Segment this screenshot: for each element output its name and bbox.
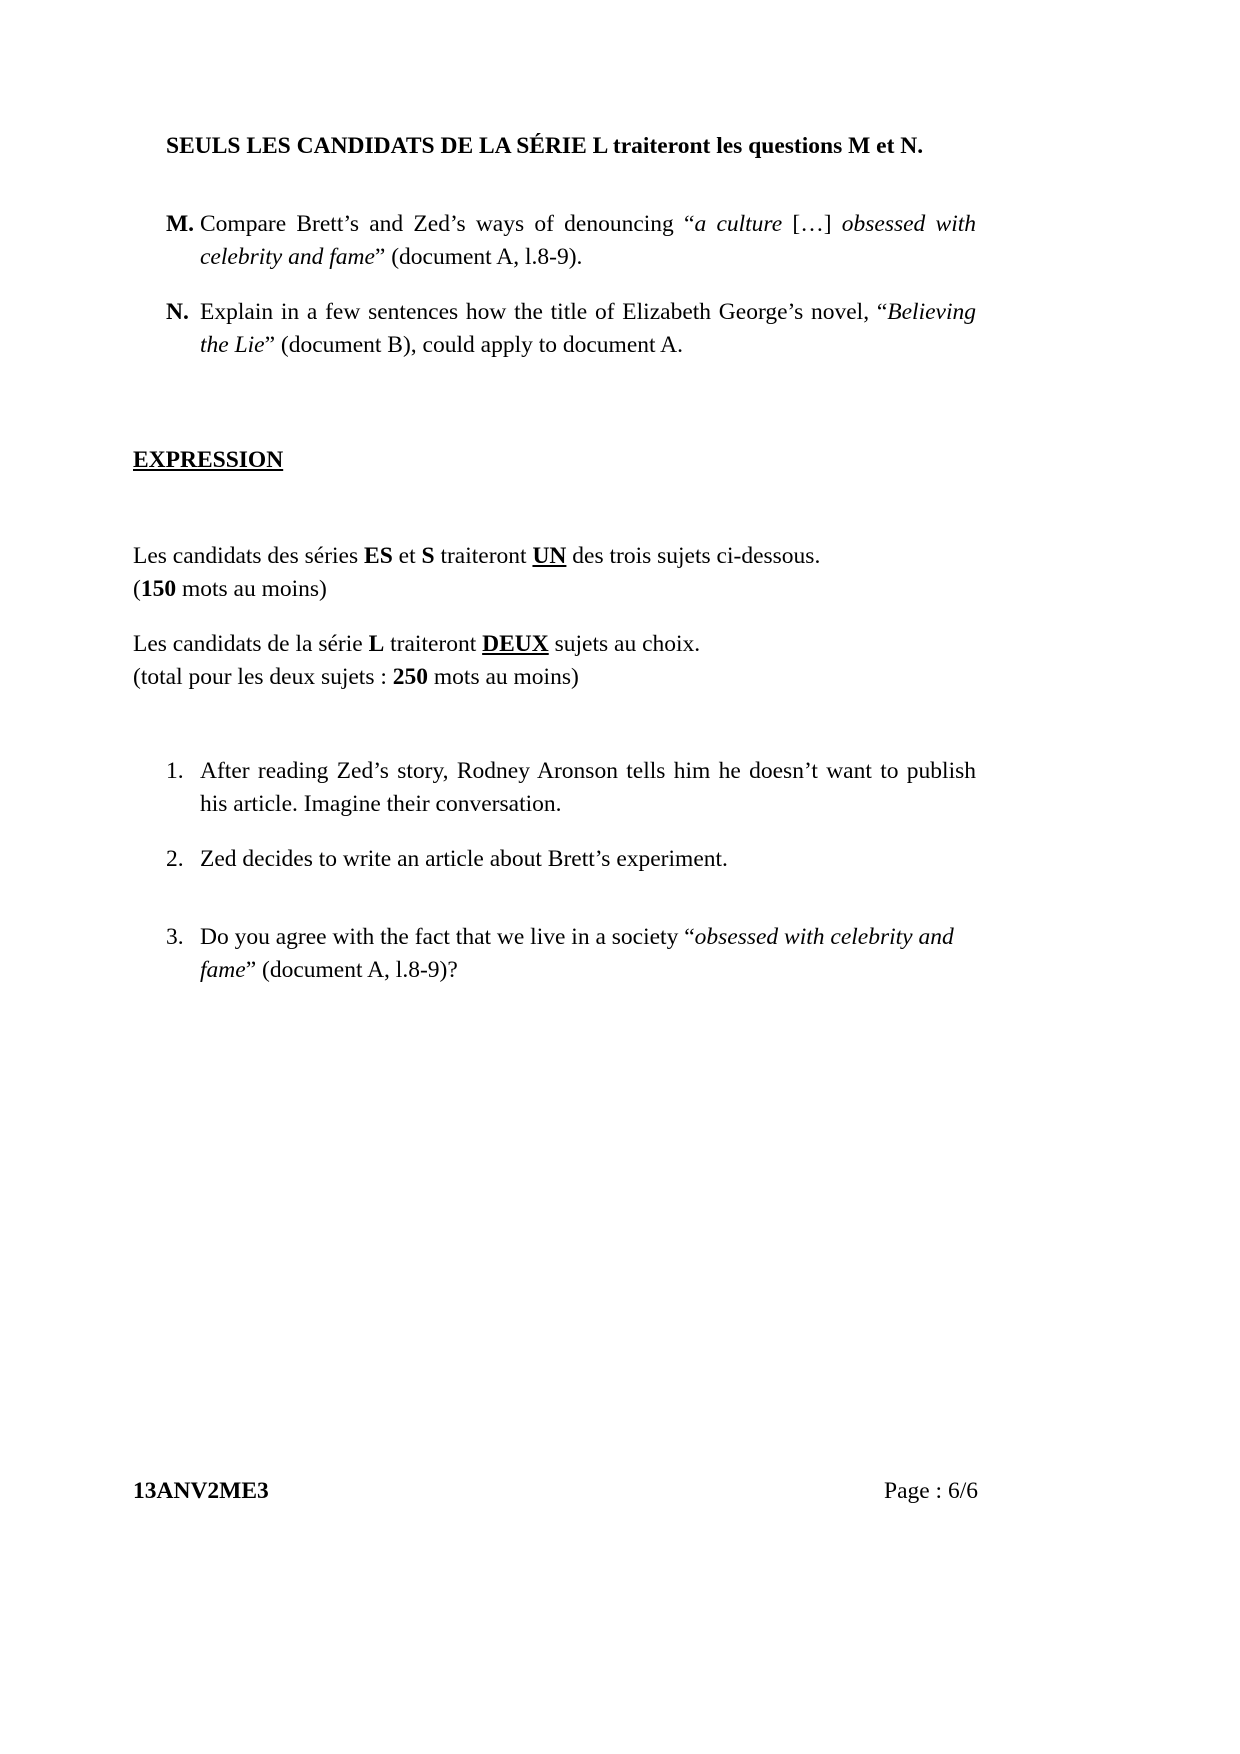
question-label-m: M. [166,211,195,237]
question-text-n: Explain in a few sentences how the title of Elizabeth George’s novel, “Believing the Lie” (document B), could apply to document A. [200,299,976,358]
instructions-l-wordcount: (total pour les deux sujets : 250 mots au moins) [133,664,579,690]
instructions-es-s [133,540,983,606]
series-l-heading-part1: SEULS LES CANDIDATS DE LA SÉRIE L [166,133,608,159]
footer-page-number: Page : 6/6 [884,1478,978,1504]
instructions-es-s-wordcount: (150 mots au moins) [133,576,327,602]
subject-text-3: Do you agree with the fact that we live in a society “obsessed with celebrity and fame” (document A, l.8-9)? [200,924,954,983]
subject-number-2: 2. [166,846,184,872]
expression-heading: EXPRESSION [133,447,284,473]
subject-number-1: 1. [166,758,184,784]
subject-number-3: 3. [166,924,184,950]
series-l-heading-part2: traiteront les questions M et N. [607,133,924,159]
series-l-heading [166,130,1066,163]
instructions-es-s-line: Les candidats des séries ES et S traiteront UN des trois sujets ci-dessous. [133,543,821,569]
footer-code: 13ANV2ME3 [133,1478,269,1504]
question-text-m: Compare Brett’s and Zed’s ways of denouncing “a culture […] obsessed with celebrity and fame” (document A, l.8-9). [200,211,977,270]
instructions-l [133,628,983,694]
instructions-l-line: Les candidats de la série L traiteront DEUX sujets au choix. [133,631,701,657]
subject-text-2: Zed decides to write an article about Brett’s experiment. [200,846,728,872]
question-label-n: N. [166,299,189,325]
subject-text-1: After reading Zed’s story, Rodney Aronson tells him he doesn’t want to publish his article. Imagine their conversation. [200,758,976,817]
